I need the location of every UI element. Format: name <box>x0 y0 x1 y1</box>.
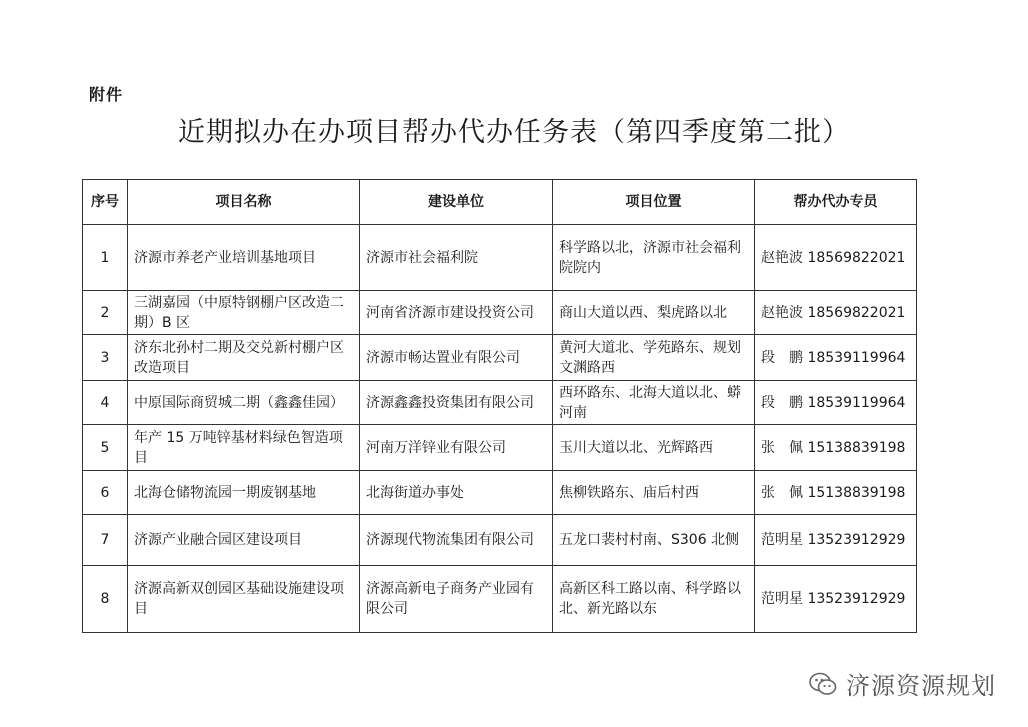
cell-builder: 济源市社会福利院 <box>360 225 553 291</box>
watermark-text: 济源资源规划 <box>846 672 996 700</box>
cell-agent: 赵艳波 18569822021 <box>755 225 917 291</box>
cell-builder: 济源鑫鑫投资集团有限公司 <box>360 381 553 425</box>
header-project-name: 项目名称 <box>128 180 360 225</box>
cell-agent: 范明星 13523912929 <box>755 566 917 633</box>
cell-index: 7 <box>83 515 128 566</box>
cell-project-name: 济源市养老产业培训基地项目 <box>128 225 360 291</box>
cell-location: 焦柳铁路东、庙后村西 <box>553 471 755 515</box>
table-row <box>83 471 917 515</box>
table-row <box>83 425 917 471</box>
cell-index: 3 <box>83 335 128 381</box>
cell-project-name: 北海仓储物流园一期废钢基地 <box>128 471 360 515</box>
cell-location: 科学路以北，济源市社会福利院院内 <box>553 225 755 291</box>
cell-project-name: 济源产业融合园区建设项目 <box>128 515 360 566</box>
cell-agent: 张 佩 15138839198 <box>755 425 917 471</box>
cell-index: 8 <box>83 566 128 633</box>
cell-agent: 段 鹏 18539119964 <box>755 381 917 425</box>
cell-builder: 北海街道办事处 <box>360 471 553 515</box>
cell-builder: 河南万洋锌业有限公司 <box>360 425 553 471</box>
cell-index: 4 <box>83 381 128 425</box>
cell-builder: 济源现代物流集团有限公司 <box>360 515 553 566</box>
cell-agent: 范明星 13523912929 <box>755 515 917 566</box>
cell-location: 黄河大道北、学苑路东、规划文渊路西 <box>553 335 755 381</box>
wechat-icon <box>808 671 838 697</box>
cell-location: 商山大道以西、梨虎路以北 <box>553 291 755 335</box>
header-index: 序号 <box>83 180 128 225</box>
cell-project-name: 年产 15 万吨锌基材料绿色智造项目 <box>128 425 360 471</box>
table-row <box>83 515 917 566</box>
cell-project-name: 三湖嘉园（中原特钢棚户区改造二期）B 区 <box>128 291 360 335</box>
cell-project-name: 中原国际商贸城二期（鑫鑫佳园） <box>128 381 360 425</box>
table-row <box>83 335 917 381</box>
header-builder: 建设单位 <box>360 180 553 225</box>
attachment-label: 附件 <box>89 85 124 104</box>
cell-agent: 张 佩 15138839198 <box>755 471 917 515</box>
cell-project-name: 济东北孙村二期及交兑新村棚户区改造项目 <box>128 335 360 381</box>
cell-builder: 济源市畅达置业有限公司 <box>360 335 553 381</box>
table-row <box>83 381 917 425</box>
document-title: 近期拟办在办项目帮办代办任务表（第四季度第二批） <box>178 117 850 148</box>
cell-agent: 段 鹏 18539119964 <box>755 335 917 381</box>
header-agent: 帮办代办专员 <box>755 180 917 225</box>
cell-index: 6 <box>83 471 128 515</box>
header-location: 项目位置 <box>553 180 755 225</box>
cell-builder: 济源高新电子商务产业园有限公司 <box>360 566 553 633</box>
cell-location: 五龙口裴村村南、S306 北侧 <box>553 515 755 566</box>
table-row <box>83 291 917 335</box>
cell-project-name: 济源高新双创园区基础设施建设项目 <box>128 566 360 633</box>
cell-builder: 河南省济源市建设投资公司 <box>360 291 553 335</box>
cell-index: 1 <box>83 225 128 291</box>
task-table <box>82 179 917 633</box>
watermark <box>808 666 996 701</box>
cell-location: 玉川大道以北、光辉路西 <box>553 425 755 471</box>
cell-index: 5 <box>83 425 128 471</box>
table-row <box>83 566 917 633</box>
cell-location: 西环路东、北海大道以北、蟒河南 <box>553 381 755 425</box>
cell-index: 2 <box>83 291 128 335</box>
table-header-row <box>83 180 917 225</box>
cell-location: 高新区科工路以南、科学路以北、新光路以东 <box>553 566 755 633</box>
table-row <box>83 225 917 291</box>
cell-agent: 赵艳波 18569822021 <box>755 291 917 335</box>
